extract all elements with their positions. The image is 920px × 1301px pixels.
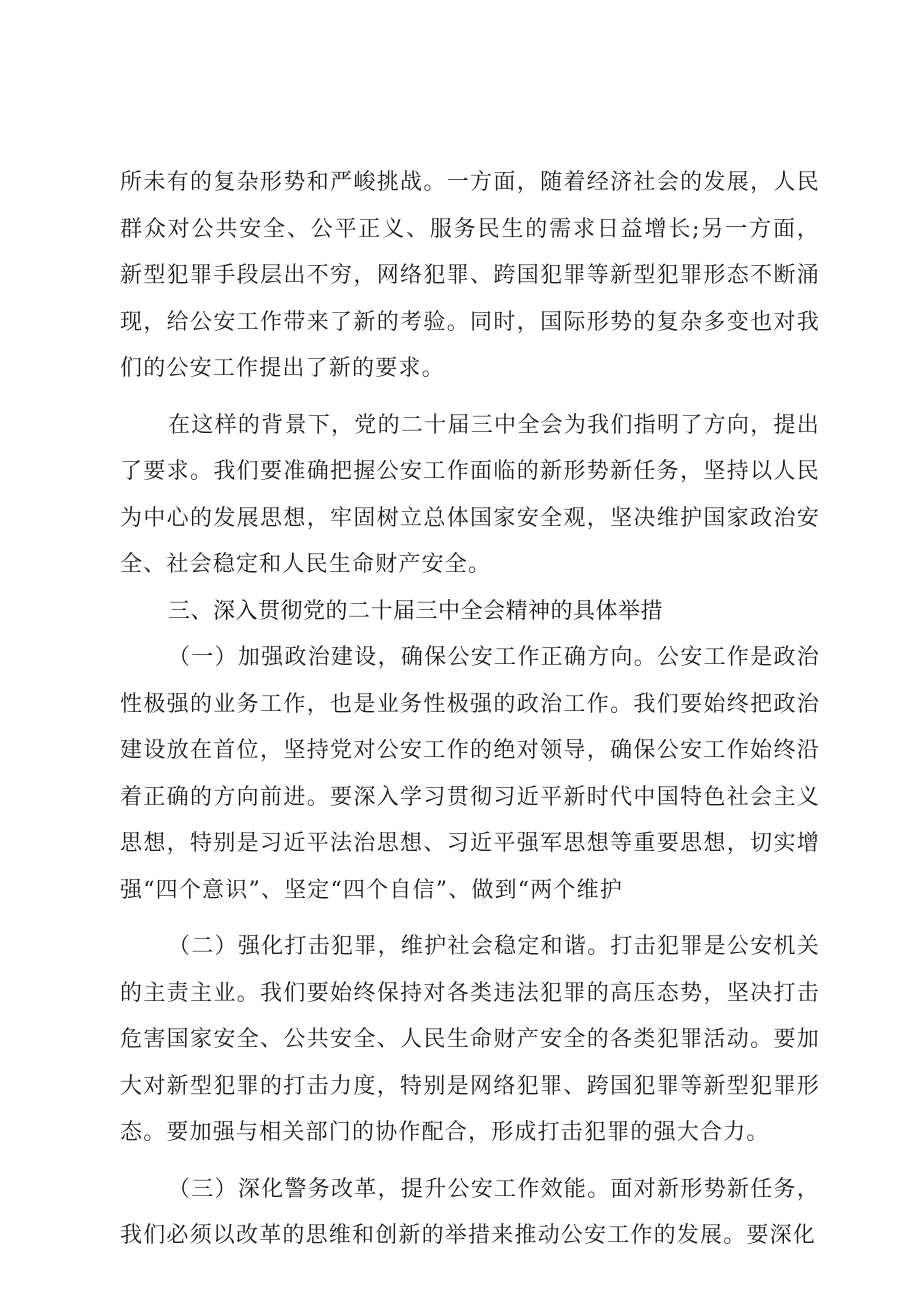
paragraph-continuation: 所未有的复杂形势和严峻挑战。一方面，随着经济社会的发展，人民群众对公共安全、公平正义、服务民生的需求日益增长;另一方面，新型犯罪手段层出不穷，网络犯罪、跨国犯罪等新型犯罪形态不断涌现，给公安工作带来了新的考验。同时，国际形势的复杂多变也对我们的公安工作提出了新的要求。: [120, 170, 820, 381]
paragraph-spacer: [120, 914, 820, 924]
document-body: [120, 160, 820, 1260]
paragraph-measure-1: （一）加强政治建设，确保公安工作正确方向。公安工作是政治性极强的业务工作，也是业务性极强的政治工作。我们要始终把政治建设放在首位，坚持党对公安工作的绝对领导，确保公安工作始终沿着正确的方向前进。要深入学习贯彻习近平新时代中国特色社会主义思想，特别是习近平法治思想、习近平强军思想等重要思想，切实增强“四个意识”、坚定“四个自信”、做到“两个维护: [120, 645, 820, 903]
paragraph-spacer: [120, 393, 820, 403]
paragraph-measure-2: （二）强化打击犯罪，维护社会稳定和谐。打击犯罪是公安机关的主责主业。我们要始终保持对各类违法犯罪的高压态势，坚决打击危害国家安全、公共安全、人民生命财产安全的各类犯罪活动。要加大对新型犯罪的打击力度，特别是网络犯罪、跨国犯罪等新型犯罪形态。要加强与相关部门的协作配合，形成打击犯罪的强大合力。: [120, 934, 820, 1145]
paragraph-spacer: [120, 1157, 820, 1167]
section-heading: 三、深入贯彻党的二十届三中全会精神的具体举措: [168, 598, 664, 624]
paragraph-measure-3: （三）深化警务改革，提升公安工作效能。面对新形势新任务，我们必须以改革的思维和创新的举措来推动公安工作的发展。要深化: [120, 1176, 820, 1248]
paragraph-background: 在这样的背景下，党的二十届三中全会为我们指明了方向，提出了要求。我们要准确把握公安工作面临的新形势新任务，坚持以人民为中心的发展思想，牢固树立总体国家安全观，坚决维护国家政治安全、社会稳定和人民生命财产安全。: [120, 412, 820, 577]
